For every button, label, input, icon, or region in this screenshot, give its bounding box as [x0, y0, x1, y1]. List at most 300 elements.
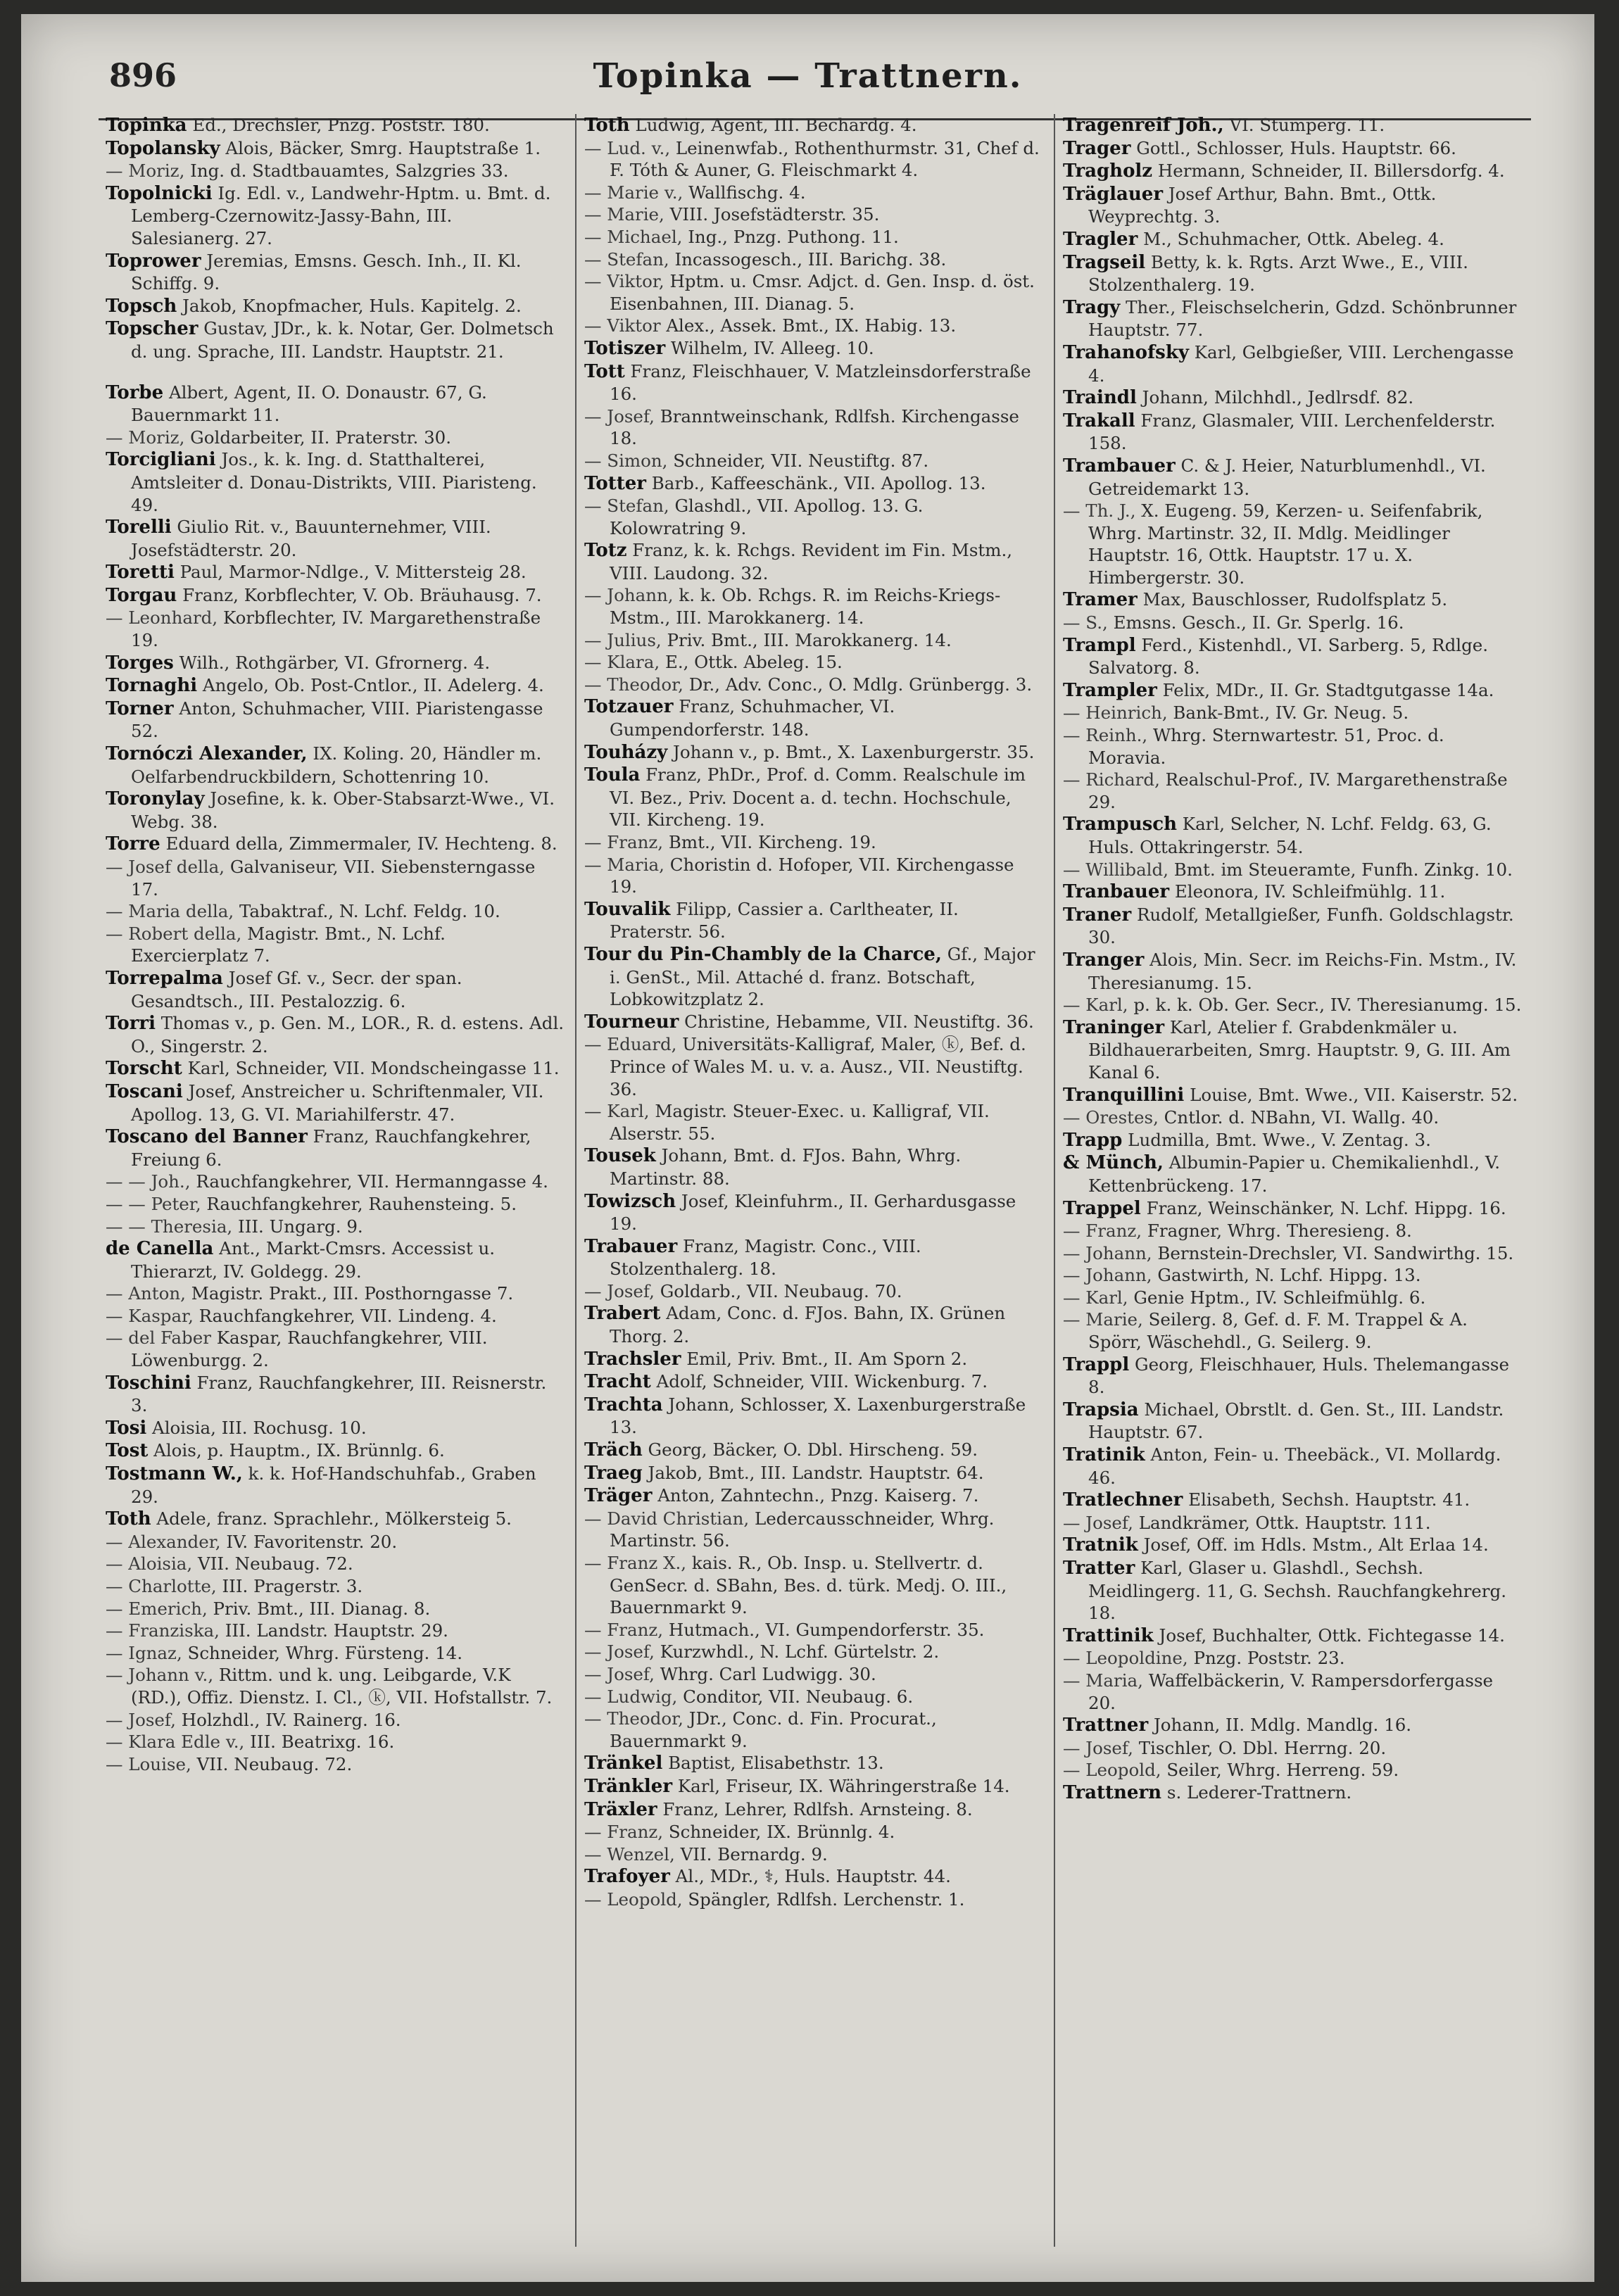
directory-entry	[106, 1216, 565, 1238]
directory-entry	[1063, 500, 1522, 588]
directory-entry	[106, 1531, 565, 1553]
directory-entry	[1063, 612, 1522, 634]
entry-text: Rauchfangkehrer, Rauhensteing. 5.	[206, 1193, 517, 1214]
directory-entry	[106, 1508, 565, 1531]
entry-name: — Josef,	[584, 1641, 655, 1663]
entry-name: Trager	[1063, 137, 1131, 159]
directory-entry	[106, 1171, 565, 1193]
directory-entry	[584, 1888, 1043, 1911]
directory-entry	[1063, 1670, 1522, 1714]
entry-name: Trachta	[584, 1394, 663, 1415]
directory-entry	[106, 137, 565, 160]
entry-name: Traninger	[1063, 1016, 1165, 1038]
entry-name: — Johann,	[1063, 1242, 1152, 1263]
entry-text: Realschul-Prof., IV. Margarethenstraße 29.	[1088, 769, 1508, 812]
directory-entry	[106, 561, 565, 584]
entry-text: Anton, Zahntechn., Pnzg. Kaiserg. 7.	[657, 1485, 979, 1506]
entry-text: Hutmach., VI. Gumpendorferstr. 35.	[668, 1619, 985, 1640]
entry-name: — Reinh.,	[1063, 725, 1148, 746]
directory-entry	[106, 1193, 565, 1216]
entry-text: Fragner, Whrg. Theresieng. 8.	[1147, 1220, 1412, 1242]
directory-entry	[584, 651, 1043, 674]
entry-name: Touházy	[584, 741, 668, 763]
directory-entry	[584, 1302, 1043, 1347]
entry-name: — Julius,	[584, 629, 662, 650]
entry-name: Tost	[106, 1440, 149, 1462]
column-right	[1063, 114, 1522, 2254]
entry-name: Traindl	[1063, 387, 1137, 409]
entry-name: — Klara,	[584, 652, 660, 673]
entry-name: — Franziska,	[106, 1620, 220, 1641]
entry-text: Ludmilla, Bmt. Wwe., V. Zentag. 3.	[1128, 1129, 1431, 1150]
entry-name: — Viktor	[584, 315, 661, 336]
entry-name: Tränkler	[584, 1775, 673, 1797]
column-middle	[584, 114, 1043, 2254]
entry-text: Johann, II. Mdlg. Mandlg. 16.	[1153, 1715, 1412, 1736]
entry-name: — Franz X.,	[584, 1553, 687, 1573]
entry-name: Topolansky	[106, 137, 220, 159]
directory-entry	[584, 764, 1043, 831]
directory-entry	[1063, 634, 1522, 679]
entry-text: VII. Neubaug. 72.	[196, 1753, 353, 1774]
entry-text: Incassogesch., III. Barichg. 38.	[674, 248, 947, 270]
entry-name: Tracht	[584, 1371, 651, 1393]
directory-entry	[1063, 1354, 1522, 1399]
directory-entry	[106, 1709, 565, 1732]
entry-name: — Leopold,	[1063, 1760, 1161, 1781]
directory-entry	[584, 472, 1043, 496]
entry-name: Tragenreif Joh.,	[1063, 115, 1224, 136]
directory-entry	[1063, 1220, 1522, 1242]
entry-text: III. Pragerstr. 3.	[222, 1576, 363, 1596]
directory-page	[21, 14, 1594, 2282]
entry-text: III. Beatrixg. 16.	[250, 1732, 395, 1753]
entry-name: Trampl	[1063, 634, 1136, 656]
entry-name: Tornaghi	[106, 675, 198, 697]
directory-entry	[1063, 1444, 1522, 1489]
entry-text: Angelo, Ob. Post-Cntlor., II. Adelerg. 4.	[202, 675, 544, 696]
entry-text: Ing. d. Stadtbauamtes, Salzgries 33.	[190, 160, 509, 182]
directory-entry	[1063, 1781, 1522, 1805]
entry-text: Hermann, Schneider, II. Billersdorfg. 4.	[1157, 160, 1505, 182]
directory-entry	[1063, 114, 1522, 137]
entry-name: — Leopold,	[584, 1888, 683, 1910]
entry-name: — — Peter,	[106, 1193, 201, 1214]
entry-text: Bernstein-Drechsler, VI. Sandwirthg. 15.	[1157, 1242, 1514, 1263]
entry-text: Priv. Bmt., III. Dianag. 8.	[213, 1598, 431, 1619]
entry-name: — Charlotte,	[106, 1576, 217, 1596]
entry-text: Eleonora, IV. Schleifmühlg. 11.	[1174, 881, 1446, 902]
directory-entry	[106, 1664, 565, 1708]
directory-entry	[1063, 296, 1522, 341]
entry-name: — Moriz,	[106, 160, 185, 182]
entry-name: Torscht	[106, 1058, 182, 1080]
entry-name: Tosi	[106, 1417, 147, 1439]
entry-text: Karl, Atelier f. Grabdenkmäler u. Bildhauerarbeiten, Smrg. Hauptstr. 9, G. III. Am Kanal 6.	[1088, 1016, 1511, 1083]
directory-entry	[584, 1752, 1043, 1775]
directory-entry	[106, 1327, 565, 1371]
entry-name: Trampler	[1063, 679, 1157, 701]
entry-name: Tränkel	[584, 1753, 663, 1774]
entry-text: Whrg. Carl Ludwigg. 30.	[660, 1663, 876, 1684]
entry-name: — Heinrich,	[1063, 702, 1168, 724]
directory-entry	[106, 1439, 565, 1463]
entry-text: Schneider, IX. Brünnlg. 4.	[668, 1822, 895, 1843]
directory-entry	[1063, 679, 1522, 702]
entry-name: Toth	[584, 115, 630, 136]
column-left	[106, 114, 565, 2254]
directory-entry	[584, 1708, 1043, 1752]
directory-entry	[584, 1619, 1043, 1641]
directory-entry	[584, 1663, 1043, 1686]
entry-text: Karl, Selcher, N. Lchf. Feldg. 63, G. Huls. Ottakringerstr. 54.	[1088, 814, 1492, 857]
directory-entry	[1063, 1647, 1522, 1670]
entry-text: Whrg. Sternwartestr. 51, Proc. d. Moravia.	[1088, 725, 1444, 768]
entry-text: Franz, Rauchfangkehrer, III. Reisnerstr. 3.	[131, 1372, 547, 1416]
directory-entry	[1063, 1242, 1522, 1265]
entry-text: Karl, Friseur, IX. Währingerstraße 14.	[677, 1775, 1010, 1796]
entry-text: Baptist, Elisabethstr. 13.	[668, 1753, 884, 1774]
entry-text: Josef, Kleinfuhrm., II. Gerhardusgasse 19.	[610, 1190, 1016, 1235]
entry-name: Tranquillini	[1063, 1084, 1185, 1106]
entry-name: Topsch	[106, 295, 177, 317]
directory-entry	[106, 1080, 565, 1125]
directory-entry	[106, 833, 565, 856]
entry-name: — Kaspar,	[106, 1305, 194, 1326]
directory-entry	[1063, 994, 1522, 1016]
directory-entry	[584, 1011, 1043, 1034]
entry-text: Giulio Rit. v., Bauunternehmer, VIII. Josefstädterstr. 20.	[131, 517, 491, 560]
directory-entry	[1063, 1399, 1522, 1444]
entry-text: Eduard della, Zimmermaler, IV. Hechteng. 8.	[165, 833, 557, 854]
entry-name: — Leonhard,	[106, 607, 218, 629]
entry-name: — Simon,	[584, 450, 668, 471]
directory-entry	[1063, 1625, 1522, 1648]
entry-name: Tratlechner	[1063, 1489, 1183, 1511]
entry-text: Ed., Drechsler, Pnzg. Poststr. 180.	[192, 115, 490, 135]
entry-text: Johann, Milchhdl., Jedlrsdf. 82.	[1142, 387, 1414, 408]
directory-entry	[584, 182, 1043, 204]
entry-text: Karl, Schneider, VII. Mondscheingasse 11.	[187, 1058, 560, 1079]
entry-text: Leinenwfab., Rothenthurmstr. 31, Chef d. F. Tóth & Auner, G. Fleischmarkt 4.	[610, 137, 1040, 181]
entry-text: Conditor, VII. Neubaug. 6.	[683, 1686, 914, 1707]
entry-name: — Theodor,	[584, 1708, 683, 1729]
entry-text: Wilh., Rothgärber, VI. Gfrornerg. 4.	[179, 652, 491, 673]
entry-name: Touvalik	[584, 898, 671, 920]
directory-entry	[106, 1237, 565, 1282]
directory-entry	[584, 1370, 1043, 1394]
entry-text: k. k. Ob. Rchgs. R. im Reichs-Kriegs-Mstm., III. Marokkanerg. 14.	[610, 585, 1001, 629]
entry-name: Torelli	[106, 517, 172, 538]
directory-entry	[584, 674, 1043, 696]
directory-entry	[1063, 1308, 1522, 1353]
entry-text: JDr., Conc. d. Fin. Procurat., Bauernmarkt 9.	[610, 1708, 937, 1751]
directory-entry	[106, 516, 565, 561]
directory-entry	[106, 1731, 565, 1753]
entry-name: Trapp	[1063, 1129, 1123, 1151]
entry-text: Bmt., VII. Kircheng. 19.	[668, 832, 876, 852]
entry-name: Tragholz	[1063, 160, 1153, 182]
entry-name: — Johann,	[1063, 1265, 1152, 1286]
entry-text: Tischler, O. Dbl. Herrng. 20.	[1138, 1737, 1387, 1758]
entry-text: Louise, Bmt. Wwe., VII. Kaiserstr. 52.	[1190, 1084, 1518, 1105]
directory-entry	[1063, 588, 1522, 612]
directory-entry	[1063, 386, 1522, 410]
entry-name: Trachsler	[584, 1348, 681, 1370]
directory-entry	[1063, 724, 1522, 769]
directory-entry	[584, 1462, 1043, 1485]
entry-text: Paul, Marmor-Ndlge., V. Mittersteig 28.	[179, 562, 527, 583]
entry-name: Träch	[584, 1439, 643, 1461]
entry-text: III. Landstr. Hauptstr. 29.	[225, 1620, 448, 1641]
entry-name: Torri	[106, 1013, 156, 1035]
directory-entry	[584, 943, 1043, 1011]
entry-name: — Maria,	[1063, 1670, 1143, 1691]
directory-entry	[584, 1033, 1043, 1100]
entry-name: Tragseil	[1063, 251, 1146, 273]
entry-text: Rittm. und k. ung. Leibgarde, V.K (RD.), Offiz. Dienstz. I. Cl., ⓚ, VII. Hofstallstr. 7.	[131, 1665, 553, 1708]
entry-text: Emil, Priv. Bmt., II. Am Sporn 2.	[686, 1348, 968, 1369]
entry-text: Josef, Off. im Hdls. Mstm., Alt Erlaa 14.	[1143, 1534, 1489, 1556]
entry-text: Alois, p. Hauptm., IX. Brünnlg. 6.	[153, 1440, 445, 1461]
entry-text: Thomas v., p. Gen. M., LOR., R. d. estens. Adl. O., Singerstr. 2.	[131, 1013, 565, 1056]
directory-entry	[1063, 1557, 1522, 1625]
entry-name: Tratnik	[1063, 1534, 1138, 1556]
directory-entry	[1063, 859, 1522, 881]
entry-text: Franz, Korbflechter, V. Ob. Bräuhausg. 7.	[182, 584, 542, 605]
entry-name: Torrepalma	[106, 967, 223, 989]
directory-entry	[106, 1125, 565, 1171]
entry-name: — del Faber	[106, 1327, 211, 1349]
entry-name: Tratinik	[1063, 1444, 1145, 1466]
entry-text: Felix, MDr., II. Gr. Stadtgutgasse 14a.	[1162, 679, 1494, 700]
directory-entry	[106, 923, 565, 967]
directory-entry	[1063, 251, 1522, 296]
entry-text: Albumin-Papier u. Chemikalienhdl., V. Kettenbrückeng. 17.	[1088, 1152, 1501, 1196]
directory-entry	[584, 539, 1043, 584]
entry-text: Adolf, Schneider, VIII. Wickenburg. 7.	[656, 1371, 988, 1392]
directory-entry	[1063, 1016, 1522, 1084]
entry-text: Max, Bauschlosser, Rudolfsplatz 5.	[1142, 589, 1448, 610]
entry-text: Albert, Agent, II. O. Donaustr. 67, G. Bauernmarkt 11.	[131, 381, 487, 426]
entry-name: Torcigliani	[106, 449, 216, 471]
entry-name: Trabert	[584, 1303, 661, 1325]
directory-entry	[1063, 813, 1522, 858]
entry-name: — Theodor,	[584, 674, 683, 695]
entry-name: Toscano del Banner	[106, 1126, 308, 1148]
entry-name: — Th. J.,	[1063, 500, 1136, 522]
entry-text: Franz, Rauchfangkehrer, Freiung 6.	[131, 1126, 531, 1170]
entry-text: Spängler, Rdlfsh. Lerchenstr. 1.	[688, 1888, 965, 1910]
directory-entry	[1063, 1534, 1522, 1557]
entry-name: Trafoyer	[584, 1866, 670, 1888]
entry-name: Trahanofsky	[1063, 341, 1189, 363]
entry-text: p. k. k. Ob. Ger. Secr., IV. Theresianumg. 15.	[1133, 995, 1522, 1016]
entry-text: Pnzg. Poststr. 23.	[1193, 1648, 1345, 1669]
entry-text: Wilhelm, IV. Alleeg. 10.	[671, 337, 874, 358]
directory-entry	[106, 652, 565, 675]
entry-name: Topscher	[106, 318, 199, 340]
entry-text: Seilerg. 8, Gef. d. F. M. Trappel & A. Spörr, Wäschehdl., G. Seilerg. 9.	[1088, 1309, 1468, 1353]
entry-text: Franz, PhDr., Prof. d. Comm. Realschule im VI. Bez., Priv. Docent a. d. techn. Hochschule, VII. Kircheng. 19.	[610, 764, 1026, 831]
directory-entry	[584, 226, 1043, 248]
directory-entry	[106, 1463, 565, 1508]
directory-entry	[584, 1144, 1043, 1190]
entry-text: X. Eugeng. 59, Kerzen- u. Seifenfabrik, Whrg. Martinstr. 32, II. Mdlg. Meidlinger Hauptstr. 16, Ottk. Hauptstr. 17 u. X. Himbergerstr. 30.	[1088, 500, 1483, 588]
entry-name: Tourneur	[584, 1011, 679, 1033]
entry-text: Gastwirth, N. Lchf. Hippg. 13.	[1157, 1265, 1421, 1286]
entry-name: Torgau	[106, 584, 177, 606]
entry-text: Gf., Major i. GenSt., Mil. Attaché d. franz. Botschaft, Lobkowitzplatz 2.	[610, 943, 1035, 1010]
directory-entry	[106, 788, 565, 833]
entry-text: Josef, Anstreicher u. Schriftenmaler, VII. Apollog. 13, G. VI. Mariahilferstr. 47.	[131, 1080, 544, 1125]
directory-entry	[106, 250, 565, 295]
entry-name: — Viktor,	[584, 271, 664, 292]
directory-entry	[1063, 769, 1522, 813]
entry-text: Michael, Obrstlt. d. Gen. St., III. Landstr. Hauptstr. 67.	[1088, 1399, 1504, 1443]
directory-entry	[1063, 1714, 1522, 1737]
directory-entry	[106, 1642, 565, 1665]
entry-text: Jos., k. k. Ing. d. Statthalterei, Amtsleiter d. Donau-Distrikts, VIII. Piaristeng. 49.	[131, 449, 537, 515]
entry-text: Filipp, Cassier a. Carltheater, II. Praterstr. 56.	[610, 898, 959, 942]
entry-name: — Stefan,	[584, 496, 669, 517]
entry-name: — Robert della,	[106, 923, 242, 944]
entry-name: — Josef della,	[106, 857, 225, 877]
entry-text: Alex., Assek. Bmt., IX. Habig. 13.	[666, 315, 957, 336]
entry-text: Franz, k. k. Rchgs. Revident im Fin. Mstm., VIII. Laudong. 32.	[610, 540, 1013, 584]
directory-entry	[584, 1394, 1043, 1439]
directory-entry	[584, 1484, 1043, 1508]
entry-text: Holzhdl., IV. Rainerg. 16.	[181, 1709, 401, 1730]
directory-entry	[106, 295, 565, 318]
entry-text: Goldarbeiter, II. Praterstr. 30.	[190, 427, 452, 448]
entry-text: Anton, Fein- u. Theebäck., VI. Mollardg. 46.	[1088, 1444, 1501, 1488]
directory-entry	[106, 698, 565, 743]
entry-text: Seiler, Whrg. Herreng. 59.	[1166, 1760, 1399, 1781]
directory-entry	[584, 495, 1043, 539]
entry-name: — Franz,	[1063, 1220, 1142, 1242]
directory-entry	[1063, 1737, 1522, 1760]
entry-name: Totzauer	[584, 696, 674, 718]
entry-text: Glashdl., VII. Apollog. 13. G. Kolowratring 9.	[610, 496, 924, 538]
directory-entry	[106, 743, 565, 788]
entry-text: Hptm. u. Cmsr. Adjct. d. Gen. Insp. d. öst. Eisenbahnen, III. Dianag. 5.	[610, 271, 1035, 314]
directory-entry	[1063, 341, 1522, 386]
entry-name: Totz	[584, 540, 627, 562]
entry-name: Torre	[106, 833, 160, 855]
entry-name: — Karl,	[584, 1101, 650, 1122]
directory-entry	[1063, 183, 1522, 228]
entry-text: Johann v., p. Bmt., X. Laxenburgerstr. 35.	[673, 741, 1035, 762]
entry-name: Tostmann W.,	[106, 1463, 243, 1485]
directory-entry	[1063, 881, 1522, 904]
entry-text: Magistr. Bmt., N. Lchf. Exercierplatz 7.	[131, 923, 446, 966]
directory-entry	[584, 1865, 1043, 1888]
entry-text: Franz, Lehrer, Rdlfsh. Arnsteing. 8.	[662, 1798, 973, 1819]
entry-name: — Stefan,	[584, 248, 669, 270]
entry-text: Jeremias, Emsns. Gesch. Inh., II. Kl. Schiffg. 9.	[131, 250, 522, 294]
entry-name: Torges	[106, 652, 174, 674]
entry-name: Torner	[106, 698, 174, 719]
entry-text: Anton, Schuhmacher, VIII. Piaristengasse 52.	[131, 698, 543, 742]
entry-name: Toretti	[106, 562, 175, 584]
entry-text: Rudolf, Metallgießer, Funfh. Goldschlagstr. 30.	[1088, 904, 1514, 948]
entry-name: — Maria della,	[106, 901, 234, 922]
directory-entry	[106, 1598, 565, 1620]
entry-text: Cntlor. d. NBahn, VI. Wallg. 40.	[1164, 1107, 1440, 1128]
entry-name: Tour du Pin-Chambly de la Charce,	[584, 943, 942, 965]
entry-name: — Michael,	[584, 226, 683, 247]
directory-entry	[584, 584, 1043, 629]
entry-text: Ferd., Kistenhdl., VI. Sarberg. 5, Rdlge. Salvatorg. 8.	[1088, 634, 1489, 679]
entry-text: Ledercausschneider, Whrg. Martinstr. 56.	[610, 1508, 995, 1551]
page-number: 896	[109, 56, 177, 94]
entry-text: kais. R., Ob. Insp. u. Stellvertr. d. GenSecr. d. SBahn, Bes. d. türk. Medj. O. III., Bauernmarkt 9.	[610, 1553, 1007, 1618]
entry-text: Dr., Adv. Conc., O. Mdlg. Grünbergg. 3.	[688, 674, 1033, 695]
entry-text: Kaspar, Rauchfangkehrer, VIII. Löwenburgg. 2.	[131, 1327, 488, 1371]
directory-entry	[106, 1753, 565, 1776]
entry-text: Universitäts-Kalligraf, Maler, ⓚ, Bef. d. Prince of Wales M. u. v. a. Ausz., VII. Neustiftg. 36.	[610, 1034, 1026, 1099]
entry-name: Tragy	[1063, 296, 1121, 318]
entry-name: — Marie,	[1063, 1309, 1143, 1330]
entry-name: — Josef,	[1063, 1737, 1133, 1758]
entry-text: Josef Arthur, Bahn. Bmt., Ottk. Weyprechtg. 3.	[1088, 183, 1437, 227]
entry-text: Schneider, VII. Neustiftg. 87.	[673, 450, 929, 471]
entry-name: — Lud. v.,	[584, 137, 671, 158]
directory-entry	[584, 741, 1043, 764]
entry-name: — Josef,	[106, 1709, 176, 1730]
directory-entry	[584, 1235, 1043, 1280]
entry-text: Ing., Pnzg. Puthong. 11.	[688, 226, 899, 247]
running-title: Topinka — Trattnern.	[593, 56, 1023, 96]
directory-entry	[1063, 1489, 1522, 1512]
directory-entry	[584, 1686, 1043, 1708]
directory-entry	[584, 360, 1043, 405]
entry-name: — Franz,	[584, 1619, 664, 1640]
entry-name: Träxler	[584, 1798, 657, 1820]
entry-name: Tranger	[1063, 949, 1145, 971]
entry-text: Landkrämer, Ottk. Hauptstr. 111.	[1138, 1512, 1431, 1533]
entry-name: Toscani	[106, 1080, 183, 1102]
directory-entry	[1063, 1197, 1522, 1220]
directory-entry	[584, 337, 1043, 360]
directory-entry	[584, 1641, 1043, 1663]
entry-text: VIII. Josefstädterstr. 35.	[669, 204, 880, 225]
entry-name: Torbe	[106, 381, 164, 403]
entry-name: — Karl,	[1063, 995, 1128, 1016]
entry-text: Bmt. im Steueramte, Funfh. Zinkg. 10.	[1173, 859, 1513, 880]
directory-entry	[106, 317, 565, 362]
directory-entry	[1063, 160, 1522, 183]
entry-text: Bank-Bmt., IV. Gr. Neug. 5.	[1173, 702, 1409, 724]
directory-entry	[1063, 1287, 1522, 1309]
entry-text: Ludwig, Agent, III. Bechardg. 4.	[635, 115, 917, 135]
entry-name: — David Christian,	[584, 1508, 750, 1529]
entry-text: Genie Hptm., IV. Schleifmühlg. 6.	[1133, 1287, 1426, 1308]
entry-name: — Klara Edle v.,	[106, 1732, 245, 1753]
entry-name: & Münch,	[1063, 1152, 1164, 1174]
directory-entry	[106, 1620, 565, 1642]
entry-text: Gustav, JDr., k. k. Notar, Ger. Dolmetsch d. ung. Sprache, III. Landstr. Hauptstr. 21.	[131, 318, 554, 362]
directory-entry	[106, 1012, 565, 1057]
entry-text: Gottl., Schlosser, Huls. Hauptstr. 66.	[1136, 137, 1456, 158]
entry-name: Tragler	[1063, 228, 1138, 250]
entry-name: — — Joh.,	[106, 1171, 191, 1192]
entry-text: k. k. Hof-Handschuhfab., Graben 29.	[131, 1463, 536, 1507]
directory-entry	[106, 381, 565, 427]
entry-text: III. Ungarg. 9.	[238, 1216, 363, 1237]
entry-text: Magistr. Prakt., III. Posthorngasse 7.	[191, 1283, 514, 1304]
